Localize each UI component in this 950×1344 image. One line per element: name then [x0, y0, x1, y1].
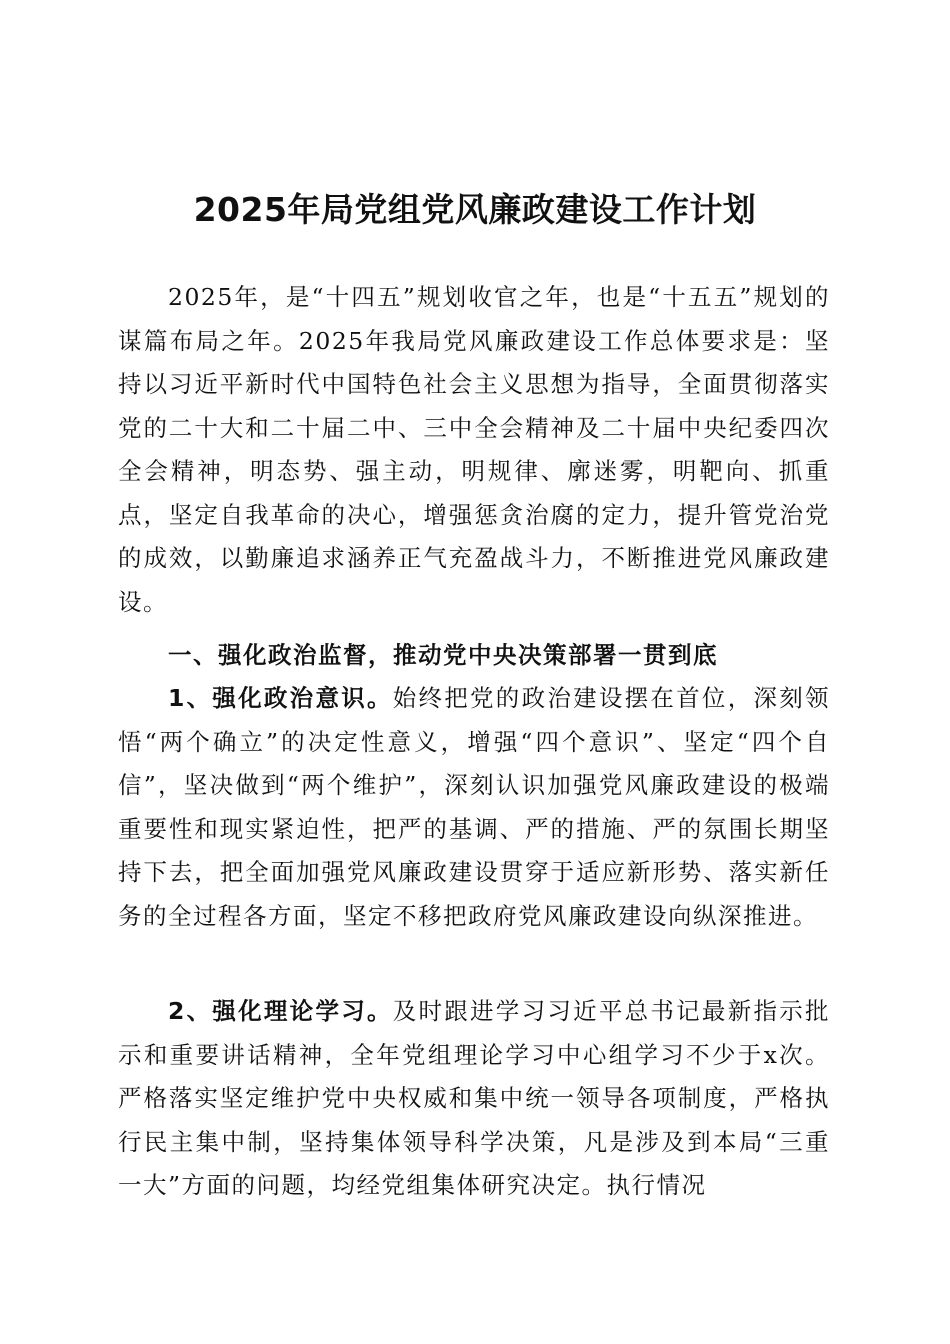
item-2-text: 及时跟进学习习近平总书记最新指示批示和重要讲话精神，全年党组理论学习中心组学习不少于x次。严格落实坚定维护党中央权威和集中统一领导各项制度，严格执行民主集中制，坚持集体领导科学决策，凡是涉及到本局“三重一大”方面的问题，均经党组集体研究决定。执行情况 [118, 997, 830, 1199]
item-1-text: 始终把党的政治建设摆在首位，深刻领悟“两个确立”的决定性意义，增强“四个意识”、坚定“四个自信”，坚决做到“两个维护”，深刻认识加强党风廉政建设的极端重要性和现实紧迫性，把严的基调、严的措施、严的氛围长期坚持下去，把全面加强党风廉政建设贯穿于适应新形势、落实新任务的全过程各方面，坚定不移把政府党风廉政建设向纵深推进。 [118, 684, 830, 930]
intro-paragraph: 2025年，是“十四五”规划收官之年，也是“十五五”规划的谋篇布局之年。2025年我局党风廉政建设工作总体要求是：坚持以习近平新时代中国特色社会主义思想为指导，全面贯彻落实党的二十大和二十届二中、三中全会精神及二十届中央纪委四次全会精神，明态势、强主动，明规律、廓迷雾，明靶向、抓重点，坚定自我革命的决心，增强惩贪治腐的定力，提升管党治党的成效，以勤廉追求涵养正气充盈战斗力，不断推进党风廉政建设。 [118, 283, 830, 616]
item-1-lead: 1、强化政治意识。 [168, 684, 393, 712]
item-2-paragraph [118, 990, 830, 1208]
document-title: 2025年局党组党风廉政建设工作计划 [193, 190, 757, 229]
section-heading-1: 一、强化政治监督，推动党中央决策部署一贯到底 [168, 641, 718, 669]
item-2-lead: 2、强化理论学习。 [168, 997, 393, 1025]
item-1-paragraph [118, 677, 830, 938]
